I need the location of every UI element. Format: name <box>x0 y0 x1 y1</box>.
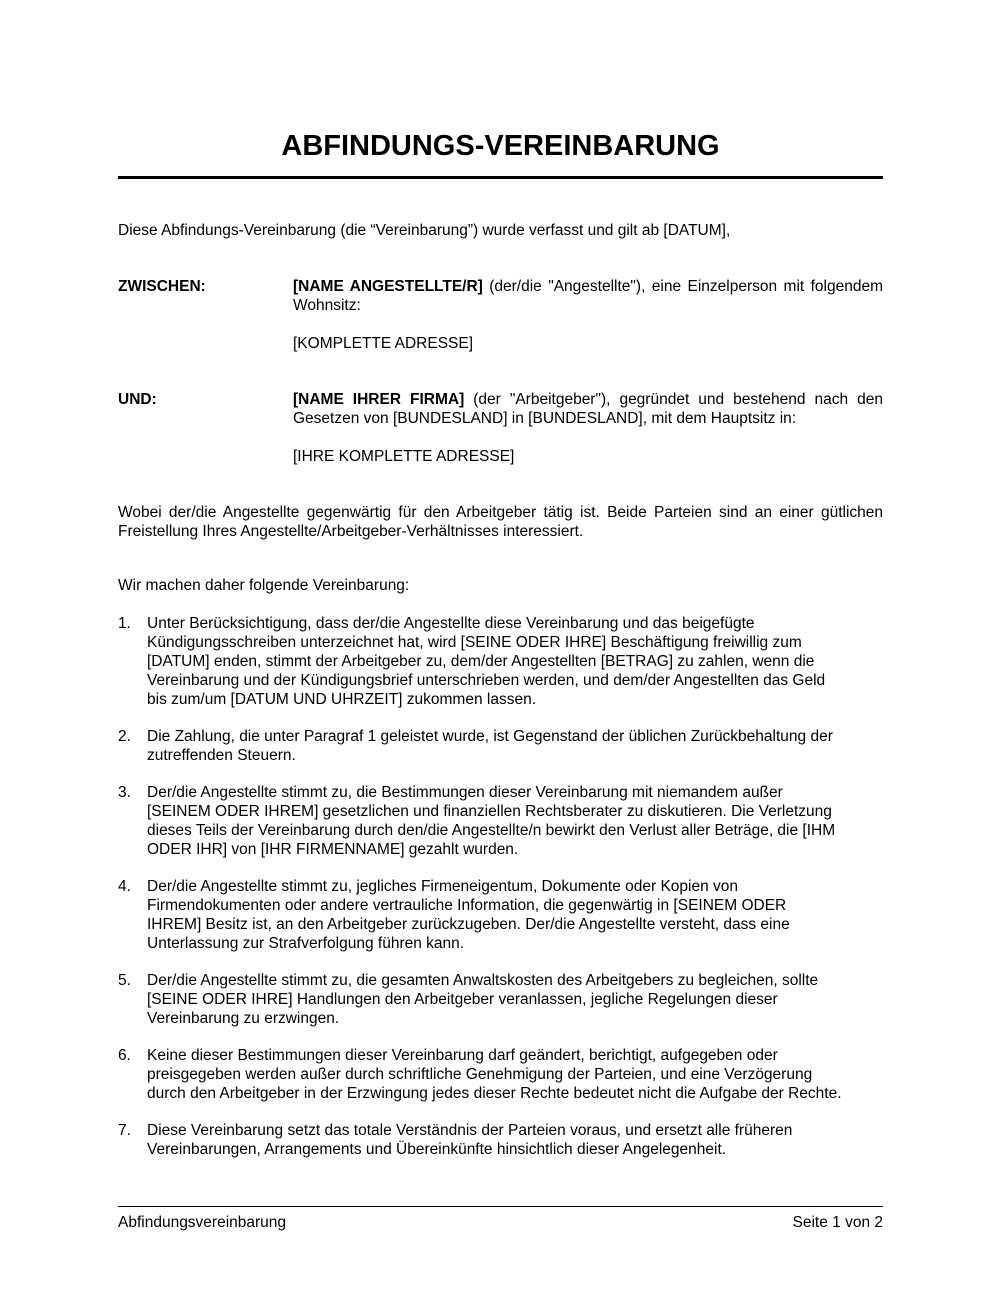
party-employee-description <box>293 277 883 315</box>
clause-line: [SEINE ODER IHRE] Handlungen den Arbeitgeber veranlassen, jegliche Regelungen dieser <box>147 991 778 1008</box>
clause-line: Der/die Angestellte stimmt zu, die gesamten Anwaltskosten des Arbeitgebers zu begleichen, sollte <box>147 972 819 989</box>
clause-line: [DATUM] enden, stimmt der Arbeitgeber zu, dem/der Angestellten [BETRAG] zu zahlen, wenn die <box>147 653 815 670</box>
whereas-paragraph: Wobei der/die Angestellte gegenwärtig für den Arbeitgeber tätig ist. Beide Parteien sind an einer gütlichen Freistellung Ihres Angestellte/Arbeitgeber-Verhältnisses interessiert. <box>118 504 883 540</box>
title-underline <box>118 176 883 179</box>
agreement-intro: Wir machen daher folgende Vereinbarung: <box>118 577 410 594</box>
clause-number: 1. <box>118 615 131 632</box>
clause-number: 5. <box>118 972 131 989</box>
clause-number: 7. <box>118 1122 131 1139</box>
clause-line: dieses Teils der Vereinbarung durch den/die Angestellte/n bewirkt den Verlust aller Beträge, die [IHM <box>147 822 836 839</box>
footer-rule <box>118 1206 883 1207</box>
party-label-between: ZWISCHEN: <box>118 278 206 295</box>
party-employer-name: [NAME IHRER FIRMA] <box>293 391 465 408</box>
party-employee-body <box>293 277 883 353</box>
party-employer-address: [IHRE KOMPLETTE ADRESSE] <box>293 448 515 465</box>
clause-number: 3. <box>118 784 131 801</box>
clause-line: Vereinbarung und der Kündigungsbrief unterschrieben werden, und dem/der Angestellten das Geld <box>147 672 826 689</box>
clause-line: preisgegeben werden außer durch schriftliche Genehmigung der Parteien, und eine Verzögerung <box>147 1066 813 1083</box>
party-employer-text: (der "Arbeitgeber"), gegründet und bestehend nach den Gesetzen von [BUNDESLAND] in [BUNDESLAND], mit dem Hauptsitz in: <box>293 391 883 427</box>
clause-line: Der/die Angestellte stimmt zu, die Bestimmungen dieser Vereinbarung mit niemandem außer <box>147 784 783 801</box>
clause-line: IHREM] Besitz ist, an den Arbeitgeber zurückzugeben. Der/die Angestellte versteht, dass eine <box>147 916 790 933</box>
clause-line: Diese Vereinbarung setzt das totale Verständnis der Parteien voraus, und ersetzt alle früheren <box>147 1122 793 1139</box>
party-employee-name: [NAME ANGESTELLTE/R] <box>293 278 483 295</box>
clause-line: durch den Arbeitgeber in der Erzwingung jedes dieser Rechte bedeutet nicht die Aufgabe der Rechte. <box>147 1085 842 1102</box>
footer-document-name: Abfindungsvereinbarung <box>118 1214 287 1231</box>
clause-number: 6. <box>118 1047 131 1064</box>
clause-number: 2. <box>118 728 131 745</box>
clause-item <box>118 877 883 953</box>
party-employer-body <box>293 390 883 466</box>
clause-line: Unter Berücksichtigung, dass der/die Angestellte diese Vereinbarung und das beigefügte <box>147 615 755 632</box>
clause-line: ODER IHR] von [IHR FIRMENNAME] gezahlt wurden. <box>147 841 519 858</box>
footer-page-number: Seite 1 von 2 <box>792 1214 883 1231</box>
party-employee-address: [KOMPLETTE ADRESSE] <box>293 335 474 352</box>
document-page <box>118 0 883 1290</box>
clause-line: Unterlassung zur Strafverfolgung führen kann. <box>147 935 465 952</box>
document-title: ABFINDUNGS-VEREINBARUNG <box>281 130 720 162</box>
clause-line: Der/die Angestellte stimmt zu, jegliches Firmeneigentum, Dokumente oder Kopien von <box>147 878 739 895</box>
party-employer-description <box>293 390 883 428</box>
clause-item <box>118 971 883 1028</box>
clause-line: zutreffenden Steuern. <box>147 747 296 764</box>
clause-line: Firmendokumenten oder andere vertrauliche Information, die gegenwärtig in [SEINEM ODER <box>147 897 787 914</box>
clause-line: Vereinbarung zu erzwingen. <box>147 1010 340 1027</box>
clause-line: Keine dieser Bestimmungen dieser Vereinbarung darf geändert, berichtigt, aufgegeben oder <box>147 1047 778 1064</box>
clause-item <box>118 614 883 709</box>
party-label-and: UND: <box>118 391 157 408</box>
clause-line: Die Zahlung, die unter Paragraf 1 geleistet wurde, ist Gegenstand der üblichen Zurückbehaltung der <box>147 728 833 745</box>
intro-paragraph: Diese Abfindungs-Vereinbarung (die “Vereinbarung”) wurde verfasst und gilt ab [DATUM], <box>118 222 731 239</box>
clause-list <box>118 614 883 1177</box>
clause-item <box>118 1121 883 1159</box>
clause-number: 4. <box>118 878 131 895</box>
clause-line: [SEINEM ODER IHREM] gesetzlichen und finanziellen Rechtsberater zu diskutieren. Die Verletzung <box>147 803 832 820</box>
clause-line: Kündigungsschreiben unterzeichnet hat, wird [SEINE ODER IHRE] Beschäftigung freiwillig zum <box>147 634 802 651</box>
clause-item <box>118 783 883 859</box>
clause-line: bis zum/um [DATUM UND UHRZEIT] zukommen lassen. <box>147 691 536 708</box>
clause-item <box>118 1046 883 1103</box>
clause-item <box>118 727 883 765</box>
clause-line: Vereinbarungen, Arrangements und Übereinkünfte hinsichtlich dieser Angelegenheit. <box>147 1141 727 1158</box>
party-employee-text: (der/die "Angestellte"), eine Einzelperson mit folgendem Wohnsitz: <box>293 278 883 314</box>
